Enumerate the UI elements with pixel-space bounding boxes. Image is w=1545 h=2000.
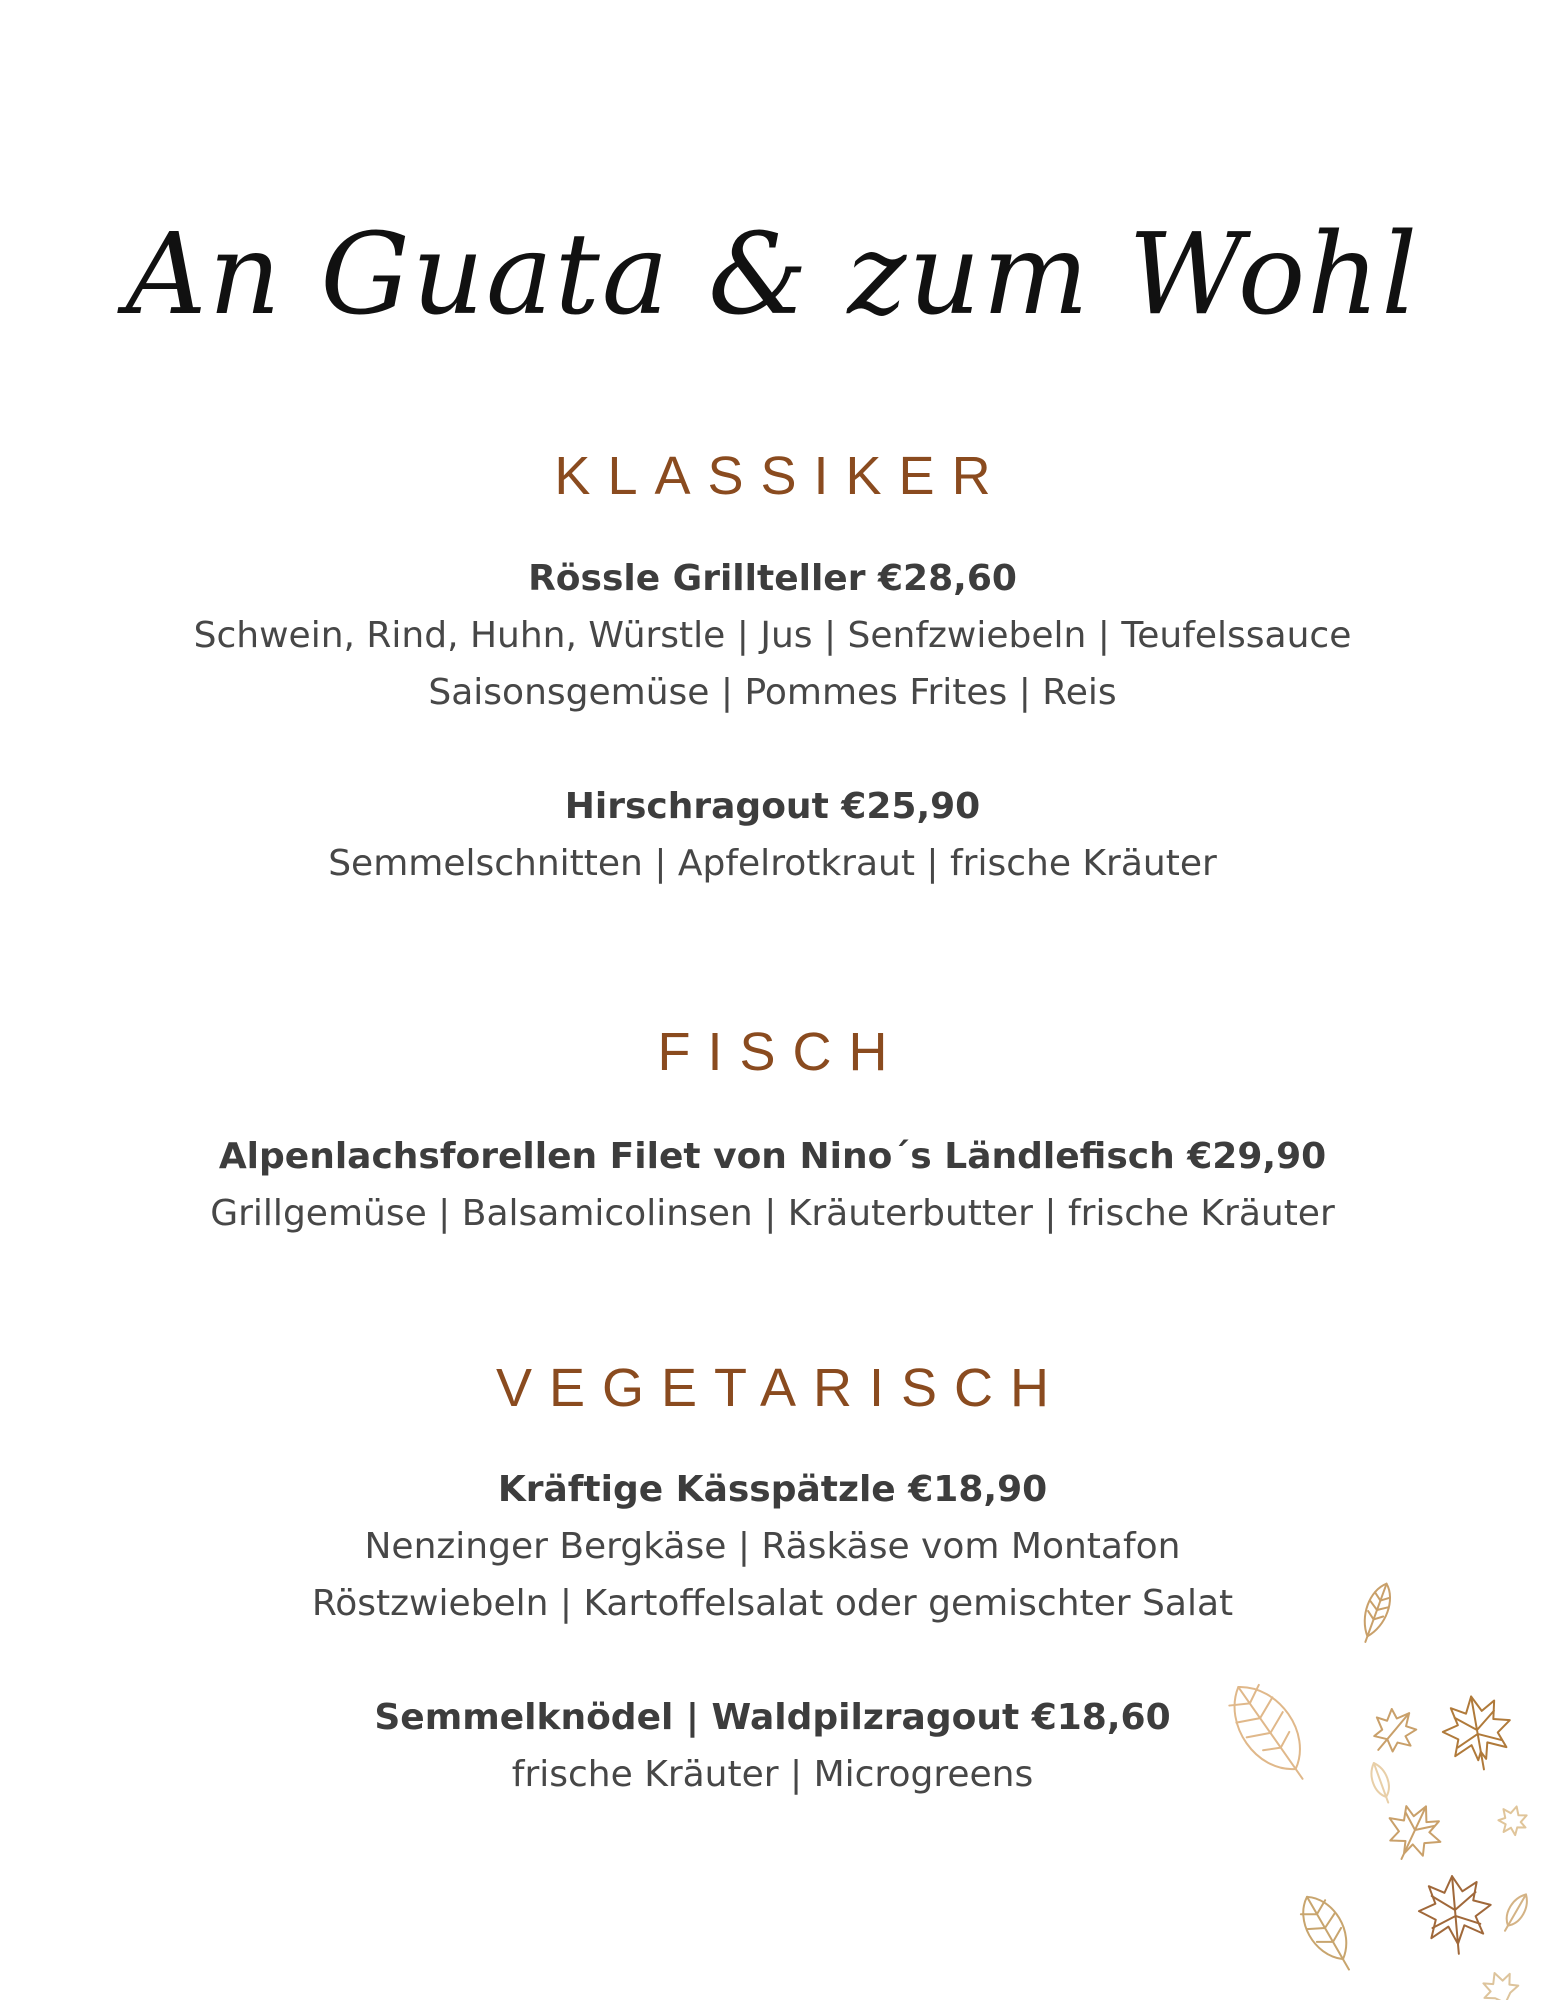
section-fisch	[0, 1017, 1545, 1242]
dish-name: Alpenlachsforellen Filet von Nino´s Ländlefisch €29,90	[218, 1136, 1327, 1177]
dish-description: Saisonsgemüse | Pommes Frites | Reis	[428, 672, 1117, 713]
leaf-icon	[1496, 1803, 1530, 1837]
dish	[0, 778, 1545, 892]
leaf-icon	[1361, 1699, 1426, 1764]
dish-description: Semmelschnitten | Apfelrotkraut | frische Kräuter	[328, 843, 1217, 884]
dish-description: frische Kräuter | Microgreens	[511, 1754, 1034, 1795]
dish-description: Röstzwiebeln | Kartoffelsalat oder gemischter Salat	[311, 1583, 1234, 1624]
leaf-icon	[1416, 1873, 1495, 1957]
dish-description: Grillgemüse | Balsamicolinsen | Kräuterbutter | frische Kräuter	[210, 1193, 1335, 1234]
dish	[0, 1128, 1545, 1242]
section-heading: KLASSIKER	[554, 446, 1008, 506]
leaf-icon	[1438, 1691, 1518, 1776]
menu-title: An Guata & zum Wohl	[125, 210, 1420, 340]
autumn-leaves-icon	[1215, 1580, 1545, 2000]
dish-description: Nenzinger Bergkäse | Räskäse vom Montafon	[364, 1526, 1181, 1567]
leaf-icon	[1217, 1672, 1323, 1793]
leaf-icon	[1292, 1888, 1364, 1978]
leaf-icon	[1367, 1761, 1395, 1806]
dish-name: Rössle Grillteller €28,60	[528, 558, 1017, 599]
leaf-icon	[1478, 1967, 1523, 2000]
leaf-icon	[1499, 1891, 1533, 1935]
leaf-icon	[1356, 1580, 1397, 1645]
dish	[0, 550, 1545, 721]
section-heading: VEGETARISCH	[495, 1358, 1067, 1418]
dish-name: Semmelknödel | Waldpilzragout €18,60	[374, 1697, 1171, 1738]
dish-description: Schwein, Rind, Huhn, Würstle | Jus | Senfzwiebeln | Teufelssauce	[193, 615, 1352, 656]
leaf-icon	[1376, 1795, 1451, 1871]
section-klassiker	[0, 441, 1545, 892]
dish-name: Kräftige Kässpätzle €18,90	[497, 1469, 1048, 1510]
section-heading: FISCH	[657, 1022, 905, 1082]
dish-name: Hirschragout €25,90	[564, 786, 981, 827]
